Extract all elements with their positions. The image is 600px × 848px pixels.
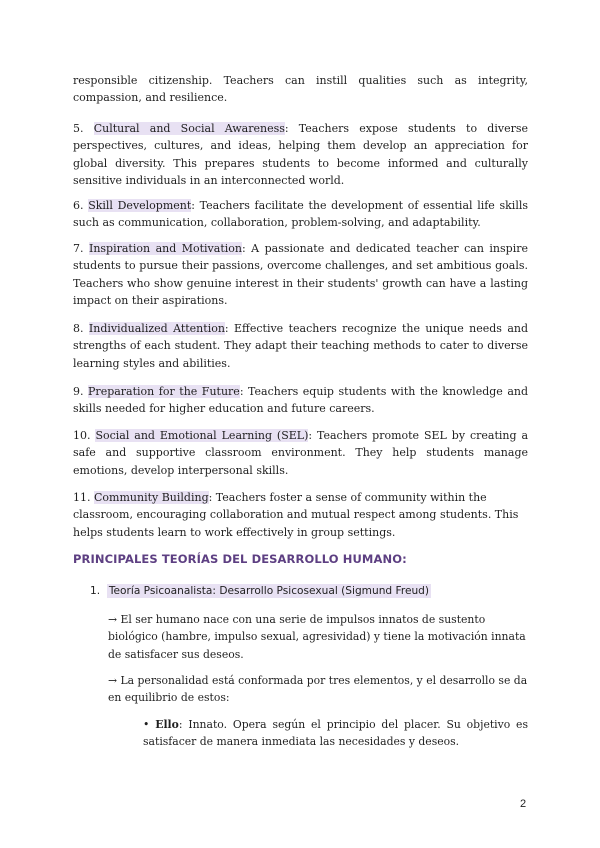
list-item-9: [73, 383, 528, 418]
item-text: : Teachers expose students to diverse perspectives, cultures, and ideas, helping them develop an appreciation for global diversity. This prepares students to become informed and culturally sensitive individuals in an interconnected world.: [73, 122, 528, 188]
item-text: : Teachers equip students with the knowledge and skills needed for higher education and future careers.: [73, 385, 529, 416]
item-title: Community Building: [94, 491, 209, 504]
list-item-6: [73, 197, 528, 232]
item-title: Inspiration and Motivation: [88, 242, 242, 255]
list-item-8: [73, 320, 528, 372]
item-number: 9.: [73, 385, 84, 398]
arrow-paragraph-2: → La personalidad está conformada por tres elementos, y el desarrollo se da en equilibrio de estos:: [108, 674, 528, 705]
item-title: Cultural and Social Awareness: [93, 122, 285, 135]
list-item-7: [73, 240, 528, 310]
list-item-10: [73, 427, 528, 479]
item-text: : Teachers foster a sense of community within the classroom, encouraging collaboration and mutual respect among students. This helps students learn to work effectively in group settings.: [73, 491, 519, 539]
item-number: 5.: [73, 122, 84, 135]
item-text: : Teachers facilitate the development of essential life skills such as communication, collaboration, problem-solving, and adaptability.: [73, 199, 528, 230]
bullet-term: Ello: [155, 718, 179, 731]
item-number: 7.: [73, 242, 84, 255]
page-number: 2: [520, 798, 527, 810]
item-text: : Teachers promote SEL by creating a safe and supportive classroom environment. They help students manage emotions, develop interpersonal skills.: [73, 429, 529, 477]
list-item-5: [73, 120, 528, 190]
theory-title: Teoría Psicoanalista: Desarrollo Psicosexual (Sigmund Freud): [108, 585, 430, 597]
item-text: : A passionate and dedicated teacher can inspire students to pursue their passions, overcome challenges, and set ambitious goals. Teachers who show genuine interest in their students' growth can have a lasting impact on their aspirations.: [73, 242, 528, 308]
item-number: 11.: [73, 491, 91, 504]
item-title: Individualized Attention: [88, 322, 225, 335]
item-title: Skill Development: [88, 199, 192, 212]
arrow-paragraph-1: → El ser humano nace con una serie de impulsos innatos de sustento biológico (hambre, impulso sexual, agresividad) y tiene la motivación innata de satisfacer sus deseos.: [108, 613, 526, 661]
theory-number: 1.: [90, 585, 101, 597]
item-number: 6.: [73, 199, 84, 212]
item-number: 10.: [73, 429, 91, 442]
paragraph-intro: responsible citizenship. Teachers can instill qualities such as integrity, compassion, and resilience.: [73, 74, 528, 105]
item-number: 8.: [73, 322, 84, 335]
bullet-marker: •: [143, 718, 150, 731]
item-title: Preparation for the Future: [88, 385, 240, 398]
item-text: : Effective teachers recognize the unique needs and strengths of each student. They adapt their teaching methods to cater to diverse learning styles and abilities.: [73, 322, 528, 370]
list-item-11: [73, 489, 528, 541]
bullet-item-ello: [143, 716, 528, 751]
item-title: Social and Emotional Learning (SEL): [95, 429, 309, 442]
section-heading: PRINCIPALES TEORÍAS DEL DESARROLLO HUMANO:: [73, 552, 407, 566]
bullet-text: : Innato. Opera según el principio del placer. Su objetivo es satisfacer de manera inmediata las necesidades y deseos.: [143, 718, 528, 749]
theory-item-1: [90, 585, 431, 597]
